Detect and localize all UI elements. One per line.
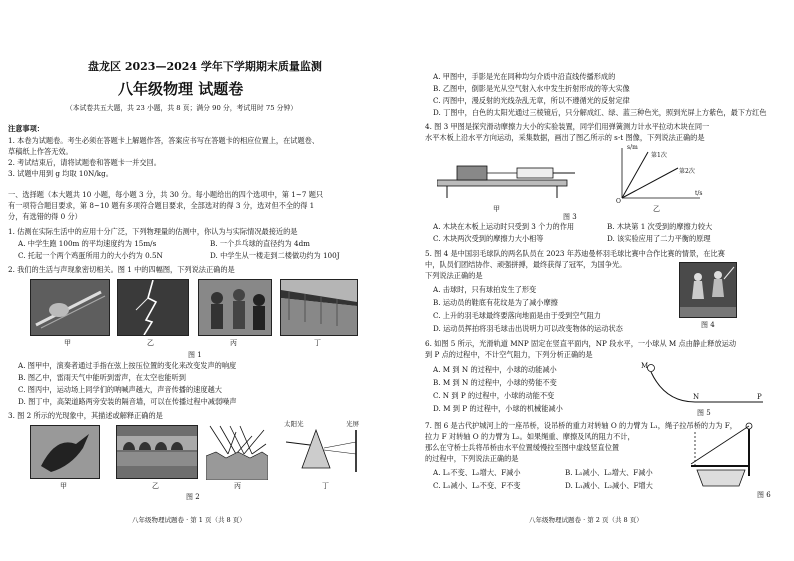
question-5: 下列说法正确的是 — [425, 271, 483, 280]
lightning-image — [118, 280, 188, 335]
fig3-label-jia: 甲 — [493, 205, 500, 213]
fig1-photo-ding — [280, 279, 358, 336]
fig2-photo-yi — [116, 425, 198, 479]
fig5-label-n: N — [693, 393, 700, 401]
fig1-caption: 图 1 — [188, 351, 202, 359]
question-7: 那么在守桥士兵将吊桥由水平位置缓慢拉至图中虚线竖直位置 — [425, 443, 620, 452]
sound-barrier-image — [281, 280, 357, 335]
note-line: 草稿纸上作答无效。 — [8, 147, 73, 156]
option: B. 乙图中，倒影是光从空气射入水中发生折射形成的等大实像 — [433, 84, 630, 93]
notes-heading: 注意事项： — [8, 124, 44, 133]
fig2-label-yi: 乙 — [152, 482, 159, 490]
fig1-label-jia: 甲 — [64, 339, 71, 347]
option: B. 运动员的鞋底有花纹是为了减小摩擦 — [433, 298, 558, 307]
option: B. M 到 N 的过程中，小球的势能不变 — [433, 378, 557, 387]
fig5-caption: 图 5 — [697, 409, 711, 417]
option: A. 甲图中，手影是光在同种均匀介质中沿直线传播形成的 — [433, 72, 616, 81]
page-footer: 八年级物理试题卷 · 第 2 页（共 8 页） — [529, 516, 643, 524]
fig6-drawbridge-diagram — [687, 420, 763, 498]
fig1-photo-bing — [198, 279, 272, 336]
option: D. 运动员挥拍将羽毛球击出说明力可以改变物体的运动状态 — [433, 324, 623, 333]
option: A. 木块在木板上运动时只受到 3 个力的作用 — [433, 222, 575, 231]
fig5-track-diagram — [635, 360, 765, 414]
section-1-heading: 有一项符合题目要求，第 8~10 题有多项符合题目要求，全部选对的得 3 分，选对但不全的得 1 — [8, 201, 315, 210]
note-line: 2. 考试结束后，请将试题卷和答题卡一并交回。 — [8, 158, 161, 167]
question-4: 4. 图 3 甲图是探究滑动摩擦力大小的实验装置，同学们用弹簧测力计水平拉动木块在同一 — [425, 122, 710, 131]
exam-info: （本试卷共五大题，共 23 小题，共 8 页；满分 90 分，考试用时 75 分钟） — [66, 104, 298, 112]
fig3-apparatus-diagram — [437, 150, 577, 204]
question-3: 3. 图 2 所示的光现象中，其描述或解释正确的是 — [8, 411, 163, 420]
ball — [648, 365, 655, 372]
question-4: 水平木板上沿水平方向运动，采集数据，画出了图乙所示的 s-t 图像，下列说法正确的是 — [425, 133, 705, 142]
fig1-photo-yi — [117, 279, 189, 336]
exam-page-2 — [397, 0, 794, 561]
question-7: 的过程中，下列说法正确的是 — [425, 454, 519, 463]
exam-title: 盘龙区 2023—2024 学年下学期期末质量监测 — [88, 60, 322, 73]
fig1-label-ding: 丁 — [314, 339, 321, 347]
fig2-screen-label: 光屏 — [346, 420, 359, 428]
option: C. 图丙中，运动场上同学们的呐喊声越大，声音传播的速度越大 — [18, 385, 222, 394]
option: D. L₁减小、L₂减小、F增大 — [565, 481, 653, 490]
section-1-heading: 一、选择题（本大题共 10 小题，每小题 3 分，共 30 分。每小题给出的四个选项中，第 1~7 题只 — [8, 190, 324, 199]
option: C. 木块两次受到的摩擦力大小相等 — [433, 234, 544, 243]
option: C. N 到 P 的过程中，小球的动能不变 — [433, 391, 555, 400]
question-7: 7. 图 6 是古代护城河上的一座吊桥，设吊桥的重力对转轴 O 的力臂为 L₁，绳子拉吊桥的力为 F， — [425, 421, 737, 430]
option: A. 中学生跑 100m 的平均速度约为 15m/s — [18, 239, 157, 248]
option: D. 中学生从一楼走到二楼做功约为 100J — [210, 251, 340, 260]
question-1: 1. 估测在实际生活中的应用十分广泛，下列物理量的估测中，你认为与实际情况最接近的是 — [8, 227, 298, 236]
guitar-image — [31, 280, 109, 335]
badminton-players-image — [680, 263, 736, 317]
section-1-heading: 分，有选错的得 0 分） — [8, 212, 82, 221]
series-2-label: 第2次 — [679, 168, 695, 175]
option: A. 击球时，只有球拍发生了形变 — [433, 285, 537, 294]
hand-shadow-image — [31, 426, 99, 478]
fig4-caption: 图 4 — [701, 321, 715, 329]
option: C. L₁减小、L₂不变、F不变 — [433, 481, 521, 490]
option: B. 木块第 1 次受到的摩擦力较大 — [607, 222, 713, 231]
fig3-label-yi: 乙 — [653, 205, 660, 213]
note-line: 1. 本卷为试题卷。考生必须在答题卡上解题作答，答案应书写在答题卡的相应位置上，在试题卷、 — [8, 136, 320, 145]
fig5-label-p: P — [757, 393, 762, 401]
fig2-diffuse-reflection-diagram — [206, 424, 268, 484]
fig2-label-bing: 丙 — [234, 482, 241, 490]
fig2-sunlight-label: 太阳光 — [284, 420, 304, 428]
question-2: 2. 我们的生活与声现象密切相关。图 1 中的四幅图，下列说法正确的是 — [8, 265, 235, 274]
option: D. 该实验应用了二力平衡的原理 — [607, 234, 711, 243]
graph-x-label: t/s — [695, 190, 703, 197]
option: C. 丙图中，漫反射的光线杂乱无章，所以不遵循光的反射定律 — [433, 96, 630, 105]
fig2-caption: 图 2 — [186, 493, 200, 501]
fig1-photo-jia — [30, 279, 110, 336]
fig2-label-ding: 丁 — [322, 482, 329, 490]
option: B. 图乙中，雷雨天气中能听到雷声，在太空也能听到 — [18, 373, 186, 382]
option: B. 一个乒乓球的直径约为 4dm — [210, 239, 311, 248]
bridge-reflection-image — [117, 426, 197, 478]
option: D. M 到 P 的过程中，小球的机械能减小 — [433, 404, 563, 413]
option: A. L₁不变、L₂增大、F减小 — [433, 468, 521, 477]
graph-origin: O — [616, 198, 621, 205]
graph-y-label: s/m — [627, 144, 638, 151]
fig1-label-bing: 丙 — [230, 339, 237, 347]
fig5-label-m: M — [641, 362, 649, 370]
question-5: 5. 图 4 是中国羽毛球队的两名队员在 2023 年苏迪曼杯羽毛球比赛中合作比赛的情景，在比赛 — [425, 249, 725, 258]
question-5: 中，队员们团结协作、顽强拼搏，最终获得了冠军，为国争光。 — [425, 260, 627, 269]
fig1-label-yi: 乙 — [147, 339, 154, 347]
crowd-image — [199, 280, 271, 335]
fig2-label-jia: 甲 — [60, 482, 67, 490]
option: A. 图甲中，演奏者通过手指在弦上按压位置的变化来改变发声的响度 — [18, 361, 237, 370]
question-7: 拉力 F 对转轴 O 的力臂为 L₂。如果绳重、摩擦及风的阻力不计， — [425, 432, 635, 441]
fig2-photo-jia — [30, 425, 100, 479]
option: C. 托起一个两个鸡蛋所用力的大小约为 0.5N — [18, 251, 163, 260]
exam-subtitle: 八年级物理 试题卷 — [118, 80, 244, 98]
series-1-label: 第1次 — [651, 152, 667, 159]
note-line: 3. 试题中用到 g 均取 10N/kg。 — [8, 169, 113, 178]
fig3-caption: 图 3 — [563, 213, 577, 221]
option: D. 图丁中，高架道路两旁安装的隔音墙，可以在传播过程中减弱噪声 — [18, 397, 237, 406]
question-6: 到 P 点的过程中，不计空气阻力，下列分析正确的是 — [425, 350, 593, 359]
question-6: 6. 如图 5 所示，光滑轨道 MNP 固定在竖直平面内，NP 段水平，一小球从 M 点由静止释放运动 — [425, 339, 737, 348]
fig6-caption: 图 6 — [757, 491, 771, 499]
page-footer: 八年级物理试题卷 · 第 1 页（共 8 页） — [132, 516, 246, 524]
option: A. M 到 N 的过程中，小球的动能减小 — [433, 365, 557, 374]
fig4-photo — [679, 262, 737, 318]
option: B. L₁减小、L₂增大、F减小 — [565, 468, 653, 477]
option: C. 上升的羽毛球最终要落向地面是由于受到空气阻力 — [433, 311, 601, 320]
option: D. 丁图中，白色的太阳光通过三棱镜后，只分解成红、绿、蓝三种色光，照到光屏上方紫色，最下方红色 — [433, 108, 767, 117]
fig2-prism-diagram — [286, 424, 366, 484]
